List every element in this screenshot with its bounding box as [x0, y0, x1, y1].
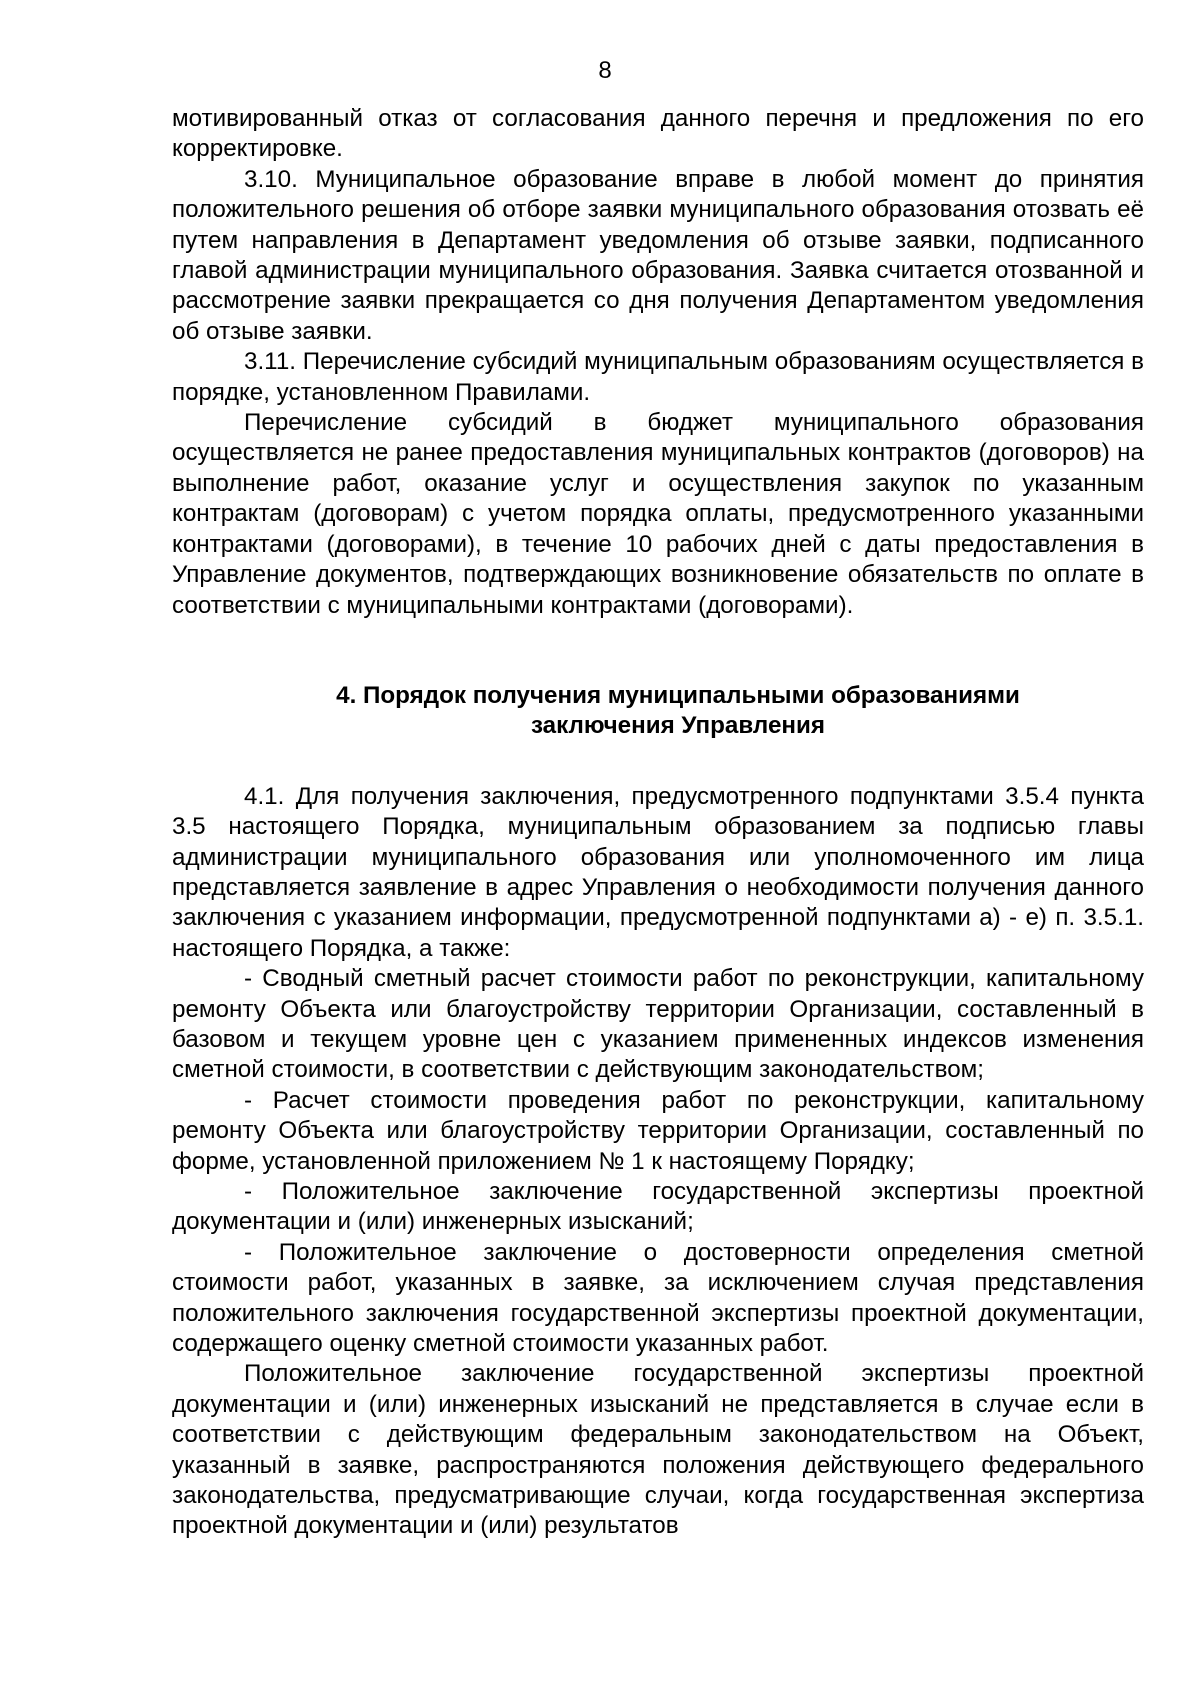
document-body — [172, 104, 1144, 1542]
paragraph-expertise-exception: Положительное заключение государственной экспертизы проектной документации и (или) инженерных изысканий не представляется в случае если в соответствии с действующим федеральным законодательством на Объект, указанный в заявке, распространяются положения действующего федерального законодательства, предусматривающие случаи, когда государственная экспертиза проектной документации и (или) результатов — [172, 1360, 1144, 1540]
list-item-summary-estimate: - Сводный сметный расчет стоимости работ по реконструкции, капитальному ремонту Объекта или благоустройству территории Организации, составленный в базовом и текущем уровне цен с указанием примененных индексов изменения сметной стоимости, в соответствии с действующим законодательством; — [172, 965, 1144, 1084]
section-heading-line-2: заключения Управления — [530, 712, 826, 740]
section-heading-line-1: 4. Порядок получения муниципальными образованиями — [336, 681, 1020, 709]
paragraph-subsidy-transfer: Перечисление субсидий в бюджет муниципального образования осуществляется не ранее предоставления муниципальных контрактов (договоров) на выполнение работ, оказание услуг и осуществления закупок по указанным контрактам (договорам) с учетом порядка оплаты, предусмотренного указанными контрактами (договорами), в течение 10 рабочих дней с даты предоставления в Управление документов, подтверждающих возникновение обязательств по оплате в соответствии с муниципальными контрактами (договорами). — [172, 409, 1144, 619]
list-item-estimate-reliability: - Положительное заключение о достоверности определения сметной стоимости работ, указанных в заявке, за исключением случая представления положительного заключения государственной экспертизы проектной документации, содержащего оценку сметной стоимости указанных работ. — [172, 1238, 1144, 1358]
list-item-cost-calculation: - Расчет стоимости проведения работ по реконструкции, капитальному ремонту Объекта или благоустройству территории Организации, составленный по форме, установленной приложением № 1 к настоящему Порядку; — [172, 1086, 1144, 1175]
paragraph-4-1: 4.1. Для получения заключения, предусмотренного подпунктами 3.5.4 пункта 3.5 настоящего Порядка, муниципальным образованием за подписью главы администрации муниципального образования или уполномоченного им лица представляется заявление в адрес Управления о необходимости получения данного заключения с указанием информации, предусмотренной подпунктами а) - е) п. 3.5.1. настоящего Порядка, а также: — [172, 782, 1144, 962]
paragraph-3-10: 3.10. Муниципальное образование вправе в любой момент до принятия положительного решения об отборе заявки муниципального образования отозвать её путем направления в Департамент уведомления об отзыве заявки, подписанного главой администрации муниципального образования. Заявка считается отозванной и рассмотрение заявки прекращается со дня получения Департаментом уведомления об отзыве заявки. — [172, 165, 1144, 345]
spacer — [172, 742, 1144, 782]
paragraph-3-11: 3.11. Перечисление субсидий муниципальным образованиям осуществляется в порядке, установленном Правилами. — [172, 348, 1144, 406]
page-number: 8 — [598, 57, 612, 84]
spacer — [172, 621, 1144, 681]
list-item-state-expertise: - Положительное заключение государственной экспертизы проектной документации и (или) инженерных изысканий; — [172, 1178, 1144, 1236]
paragraph-continuation: мотивированный отказ от согласования данного перечня и предложения по его корректировке. — [172, 105, 1144, 163]
